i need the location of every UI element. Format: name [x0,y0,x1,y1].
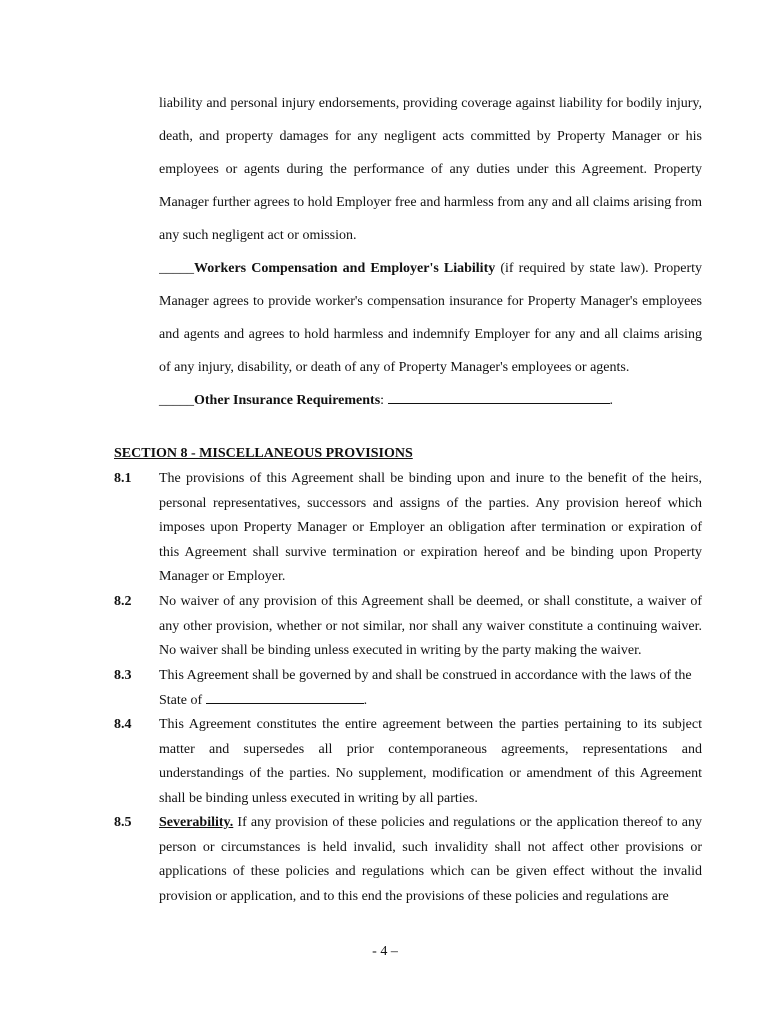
text-fragment: State of [159,692,206,708]
text-fragment: This Agreement shall be governed by and shall be construed in accordance with the laws of the [159,668,692,683]
workers-comp-paragraph [159,252,702,384]
provision-number: 8.4 [114,717,132,732]
text-fragment: If any provision of these policies and regulations or the application thereof to any person or circumstances is held invalid, such invalidity shall not affect other provisions or applications of these policies and regulations which can be given effect without the invalid provision or application, and to this end the provisions of these policies and regulations are [159,815,702,904]
text-line: death, and property damages for any negligent acts committed by Property Manager or his [159,129,702,144]
other-insurance-input[interactable] [388,391,610,404]
provision-text [159,664,702,713]
section-heading: SECTION 8 - MISCELLANEOUS PROVISIONS [114,446,413,461]
provision-number: 8.2 [114,594,132,609]
other-insurance-line [159,384,702,417]
text-line: liability and personal injury endorsements, providing coverage against liability for bodily injury, [159,96,702,111]
checkbox-blank[interactable]: _____ [159,261,194,276]
provision-number: 8.5 [114,815,132,830]
text-line: Manager further agrees to hold Employer free and harmless from any and all claims arising from [159,195,702,210]
period: . [363,692,368,708]
provision-text: No waiver of any provision of this Agreement shall be deemed, or shall constitute, a waiver of any other provision, whether or not similar, nor shall any waiver constitute a continuing waiver. No waiver shall be binding unless executed in writing by the party making the waiver. [159,594,702,658]
period: . [609,393,614,408]
provision-text: This Agreement constitutes the entire agreement between the parties pertaining to its subject matter and supersedes all prior contemporaneous agreements, representations and understandings of the parties. No supplement, modification or amendment of this Agreement shall be binding unless executed in writing by all parties. [159,717,702,806]
text-line [159,252,702,285]
text-line: of any injury, disability, or death of any of Property Manager's employees or agents. [159,360,630,375]
workers-comp-title: Workers Compensation and Employer's Liability [194,261,496,276]
provision-text: The provisions of this Agreement shall be binding upon and inure to the benefit of the heirs, personal representatives, successors and assigns of the parties. Any provision hereof which imposes upon Property Manager or Employer an obligation after termination or expiration of this Agreement shall survive termination or expiration hereof and be binding upon Property Manager or Employer. [159,471,702,584]
colon: : [380,393,388,408]
provision-number: 8.3 [114,668,132,683]
page-number: - 4 – [372,944,398,959]
severability-title: Severability. [159,815,234,830]
checkbox-blank[interactable]: _____ [159,393,194,408]
text-line: any such negligent act or omission. [159,228,357,243]
other-insurance-title: Other Insurance Requirements [194,393,381,408]
state-input[interactable] [206,691,364,704]
text-line: Manager agrees to provide worker's compensation insurance for Property Manager's employees [159,294,702,309]
text-line: and agents and agrees to hold harmless and indemnify Employer for any and all claims arising [159,327,702,342]
provision-number: 8.1 [114,471,132,486]
provision-text [159,811,702,909]
text-line: employees or agents during the performance of any duties under this Agreement. Property [159,162,702,177]
text-fragment: (if required by state law). Property [495,261,702,276]
